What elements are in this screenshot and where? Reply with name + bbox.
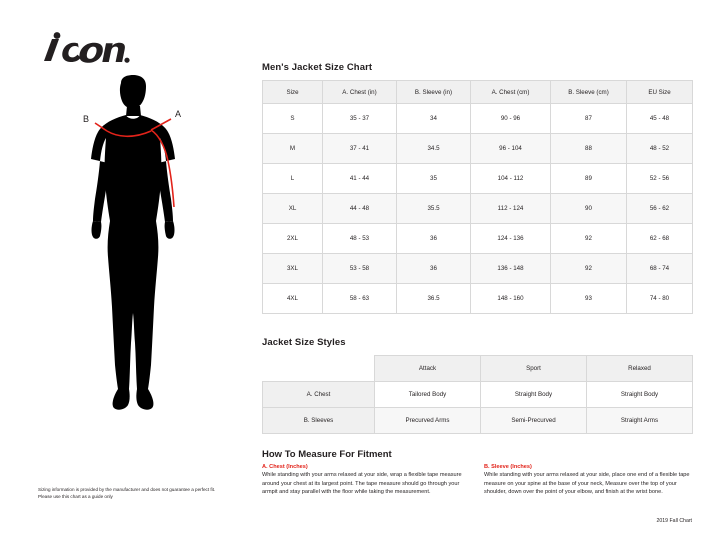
col-header-sleeve-cm: B. Sleeve (cm)	[551, 81, 627, 104]
table-row	[263, 224, 693, 254]
cell-chest-in: 53 - 58	[323, 254, 397, 284]
cell-sleeve-cm: 88	[551, 134, 627, 164]
cell-sleeve-in: 36	[397, 254, 471, 284]
cell-chest-in: 48 - 53	[323, 224, 397, 254]
figure-label-a: A	[175, 109, 182, 119]
cell-chest-cm: 90 - 96	[471, 104, 551, 134]
cell-chest-cm: 124 - 136	[471, 224, 551, 254]
cell-chest-in: 37 - 41	[323, 134, 397, 164]
styles-row-label: A. Chest	[263, 382, 375, 408]
jacket-styles-table	[262, 355, 693, 434]
col-header-eu-size: EU Size	[627, 81, 693, 104]
jacket-size-table-wrapper	[262, 80, 693, 314]
cell-sleeve-cm: 93	[551, 284, 627, 314]
table-row	[263, 284, 693, 314]
cell-sleeve-in: 35.5	[397, 194, 471, 224]
figure-label-b: B	[83, 114, 90, 124]
col-header-chest-cm: A. Chest (cm)	[471, 81, 551, 104]
styles-row	[263, 408, 693, 434]
measure-sleeve-body: While standing with your arms relaxed at your side, place one end of a flexible tape measure on your spine at the base of your neck, Measure over the top of your shoulder, down over the point of your elbow, and finish at the wrist bone.	[484, 472, 690, 495]
jacket-styles-table-wrapper	[262, 355, 693, 434]
cell-size: 2XL	[263, 224, 323, 254]
jacket-chart-title: Men's Jacket Size Chart	[262, 62, 373, 73]
cell-chest-in: 58 - 63	[323, 284, 397, 314]
body-measurement-figure	[55, 75, 215, 425]
measure-chest-heading: A. Chest (Inches)	[262, 464, 308, 470]
cell-size: M	[263, 134, 323, 164]
styles-cell-attack: Tailored Body	[375, 382, 481, 408]
cell-chest-cm: 148 - 160	[471, 284, 551, 314]
measure-sleeve-heading: B. Sleeve (Inches)	[484, 464, 532, 470]
cell-eu-size: 62 - 68	[627, 224, 693, 254]
cell-sleeve-in: 34.5	[397, 134, 471, 164]
cell-chest-cm: 96 - 104	[471, 134, 551, 164]
cell-eu-size: 68 - 74	[627, 254, 693, 284]
cell-size: 3XL	[263, 254, 323, 284]
cell-sleeve-cm: 87	[551, 104, 627, 134]
cell-chest-cm: 112 - 124	[471, 194, 551, 224]
styles-col-sport: Sport	[481, 356, 587, 382]
styles-col-relaxed: Relaxed	[587, 356, 693, 382]
styles-chart-title: Jacket Size Styles	[262, 337, 346, 348]
styles-cell-sport: Semi-Precurved	[481, 408, 587, 434]
cell-eu-size: 45 - 48	[627, 104, 693, 134]
styles-cell-attack: Precurved Arms	[375, 408, 481, 434]
styles-col-attack: Attack	[375, 356, 481, 382]
cell-size: L	[263, 164, 323, 194]
cell-sleeve-cm: 92	[551, 254, 627, 284]
cell-chest-in: 41 - 44	[323, 164, 397, 194]
jacket-size-table	[262, 80, 693, 314]
disclaimer	[38, 487, 238, 501]
footer-note: 2019 Fall Chart	[656, 518, 692, 524]
icon-logo	[38, 30, 156, 72]
measure-instructions	[262, 464, 692, 497]
cell-sleeve-in: 36.5	[397, 284, 471, 314]
cell-eu-size: 74 - 80	[627, 284, 693, 314]
cell-size: 4XL	[263, 284, 323, 314]
disclaimer-line-1: Sizing information is provided by the manufacturer and does not guarantee a perfect fit.	[38, 487, 216, 492]
cell-eu-size: 48 - 52	[627, 134, 693, 164]
table-row	[263, 254, 693, 284]
cell-size: XL	[263, 194, 323, 224]
styles-row	[263, 382, 693, 408]
cell-chest-cm: 136 - 148	[471, 254, 551, 284]
table-row	[263, 104, 693, 134]
cell-chest-cm: 104 - 112	[471, 164, 551, 194]
styles-cell-sport: Straight Body	[481, 382, 587, 408]
measure-column-sleeve	[484, 464, 692, 497]
cell-sleeve-in: 35	[397, 164, 471, 194]
styles-cell-relaxed: Straight Arms	[587, 408, 693, 434]
right-column	[262, 0, 692, 540]
styles-header-row	[263, 356, 693, 382]
cell-eu-size: 56 - 62	[627, 194, 693, 224]
col-header-sleeve-in: B. Sleeve (in)	[397, 81, 471, 104]
styles-corner-cell	[263, 356, 375, 382]
cell-sleeve-in: 34	[397, 104, 471, 134]
table-row	[263, 164, 693, 194]
cell-size: S	[263, 104, 323, 134]
styles-cell-relaxed: Straight Body	[587, 382, 693, 408]
table-row	[263, 134, 693, 164]
measure-chest-body: While standing with your arms relaxed at your side, wrap a flexible tape measure around your chest at its largest point. The tape measure should go through your armpit and stay parallel with the floor while taking the measurement.	[262, 472, 462, 495]
table-header-row	[263, 81, 693, 104]
cell-sleeve-cm: 90	[551, 194, 627, 224]
cell-chest-in: 35 - 37	[323, 104, 397, 134]
disclaimer-line-2: Please use this chart as a guide only	[38, 493, 113, 499]
cell-eu-size: 52 - 56	[627, 164, 693, 194]
cell-chest-in: 44 - 48	[323, 194, 397, 224]
cell-sleeve-cm: 92	[551, 224, 627, 254]
measure-section-title: How To Measure For Fitment	[262, 449, 392, 460]
col-header-size: Size	[263, 81, 323, 104]
col-header-chest-in: A. Chest (in)	[323, 81, 397, 104]
table-row	[263, 194, 693, 224]
cell-sleeve-in: 36	[397, 224, 471, 254]
measure-column-chest	[262, 464, 470, 497]
styles-row-label: B. Sleeves	[263, 408, 375, 434]
cell-sleeve-cm: 89	[551, 164, 627, 194]
left-column	[0, 0, 250, 540]
